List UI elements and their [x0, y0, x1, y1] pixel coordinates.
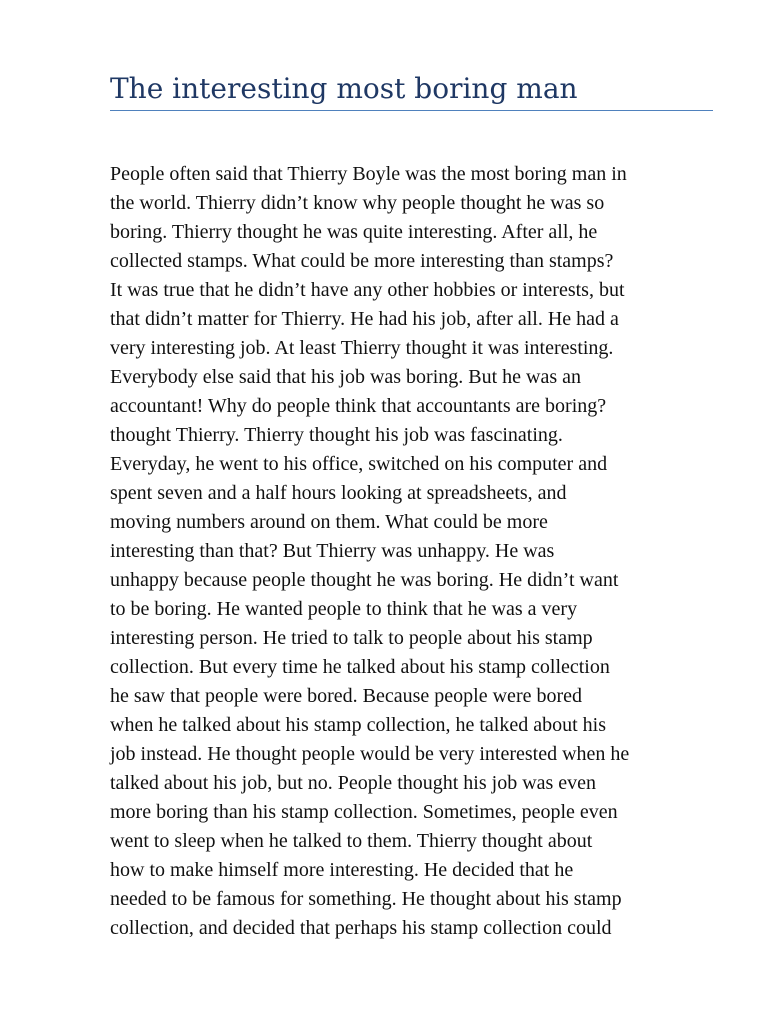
- body-paragraph: [110, 160, 715, 943]
- body-line: he saw that people were bored. Because people were bored: [110, 685, 583, 707]
- body-line: interesting person. He tried to talk to people about his stamp: [110, 627, 593, 649]
- body-line: when he talked about his stamp collection, he talked about his: [110, 714, 606, 736]
- body-line: accountant! Why do people think that accountants are boring?: [110, 395, 607, 417]
- body-line: talked about his job, but no. People thought his job was even: [110, 772, 597, 794]
- body-line: collection. But every time he talked about his stamp collection: [110, 656, 610, 678]
- body-line: that didn’t matter for Thierry. He had his job, after all. He had a: [110, 308, 619, 330]
- body-line: spent seven and a half hours looking at spreadsheets, and: [110, 482, 567, 504]
- body-line: collection, and decided that perhaps his stamp collection could: [110, 917, 612, 939]
- title-underline-rule: [110, 110, 713, 111]
- document-title: The interesting most boring man: [110, 72, 578, 105]
- body-line: collected stamps. What could be more interesting than stamps?: [110, 250, 614, 272]
- body-line: how to make himself more interesting. He decided that he: [110, 859, 574, 881]
- body-line: interesting than that? But Thierry was unhappy. He was: [110, 540, 555, 562]
- body-line: job instead. He thought people would be very interested when he: [110, 743, 630, 765]
- body-line: more boring than his stamp collection. Sometimes, people even: [110, 801, 618, 823]
- body-line: went to sleep when he talked to them. Thierry thought about: [110, 830, 593, 852]
- body-line: to be boring. He wanted people to think that he was a very: [110, 598, 578, 620]
- body-line: the world. Thierry didn’t know why people thought he was so: [110, 192, 605, 214]
- body-line: unhappy because people thought he was boring. He didn’t want: [110, 569, 619, 591]
- body-line: It was true that he didn’t have any other hobbies or interests, but: [110, 279, 625, 301]
- body-line: Everybody else said that his job was boring. But he was an: [110, 366, 582, 388]
- body-line: very interesting job. At least Thierry thought it was interesting.: [110, 337, 614, 359]
- body-line: People often said that Thierry Boyle was the most boring man in: [110, 163, 627, 185]
- body-line: moving numbers around on them. What could be more: [110, 511, 548, 533]
- body-line: boring. Thierry thought he was quite interesting. After all, he: [110, 221, 598, 243]
- body-line: Everyday, he went to his office, switched on his computer and: [110, 453, 608, 475]
- body-line: needed to be famous for something. He thought about his stamp: [110, 888, 622, 910]
- body-line: thought Thierry. Thierry thought his job was fascinating.: [110, 424, 563, 446]
